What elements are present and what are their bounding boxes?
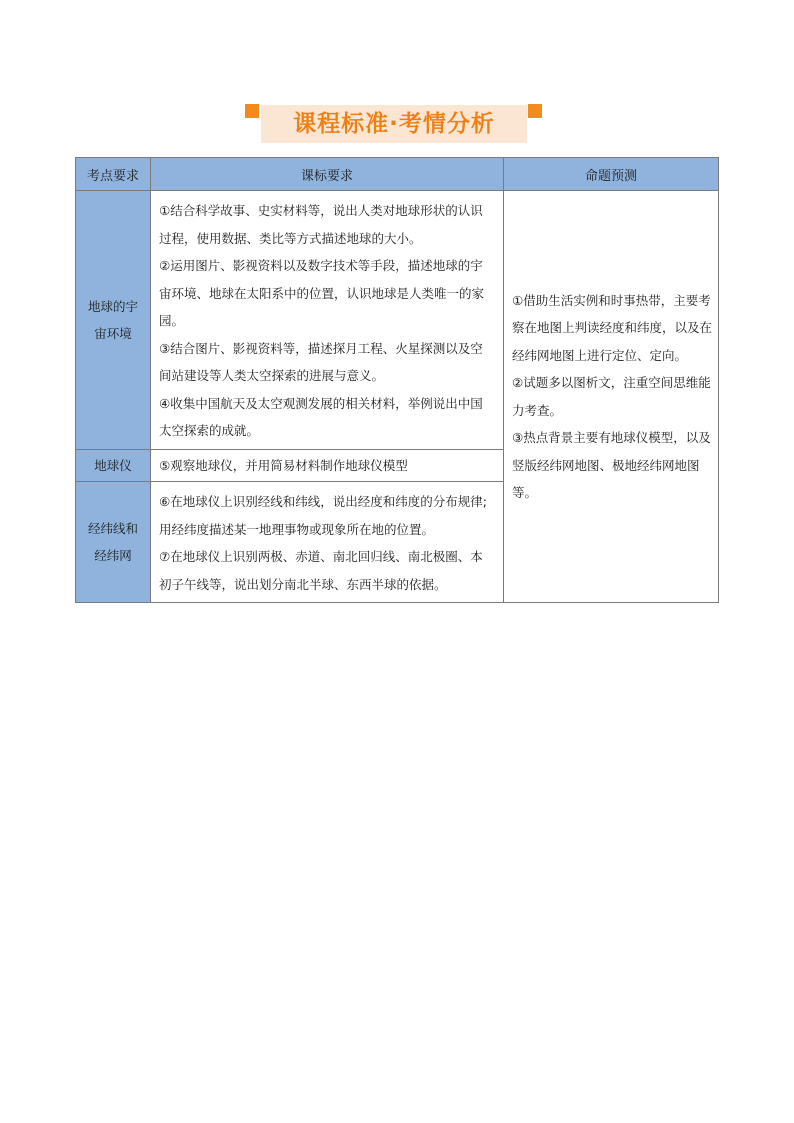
table-header-row [76,158,719,191]
header-standard: 课标要求 [151,158,504,191]
standard-cell [151,449,504,482]
standard-item: ⑤观察地球仪，并用简易材料制作地球仪模型 [159,457,408,473]
prediction-item: ①借助生活实例和时事热带，主要考察在地图上判读经度和纬度，以及在经纬网地图上进行定位、定向。 [512,292,713,363]
prediction-item: ②试题多以图析文，注重空间思维能力考查。 [512,375,711,418]
curriculum-table [75,157,719,603]
banner-square-right [528,104,542,118]
banner-square-left [245,104,259,118]
standard-item: ③结合图片、影视资料等，描述探月工程、火星探测以及空间站建设等人类太空探索的进展与意义。 [159,340,483,383]
standard-item: ⑦在地球仪上识别两极、赤道、南北回归线、南北极圈、本初子午线等，说出划分南北半球、东西半球的依据。 [159,549,483,592]
banner-title: 课程标准·考情分析 [293,111,495,137]
standard-cell [151,191,504,450]
prediction-cell [504,191,719,603]
standard-cell [151,482,504,603]
standard-item: ④收集中国航天及太空观测发展的相关材料，举例说出中国太空探索的成就。 [159,395,483,438]
section-banner [241,102,546,144]
standard-item: ②运用图片、影视资料以及数字技术等手段，描述地球的宇宙环境、地球在太阳系中的位置，认识地球是人类唯一的家园。 [159,258,485,328]
topic-cell: 地球的宇宙环境 [76,191,151,450]
prediction-item: ③热点背景主要有地球仪模型，以及竖版经纬网地图、极地经纬网地图等。 [512,430,711,500]
header-topic: 考点要求 [76,158,151,191]
table-row [76,191,719,450]
header-prediction: 命题预测 [504,158,719,191]
standard-item: ①结合科学故事、史实材料等，说出人类对地球形状的认识过程，使用数据、类比等方式描述地球的大小。 [159,203,483,246]
standard-item: ⑥在地球仪上识别经线和纬线，说出经度和纬度的分布规律;用经纬度描述某一地理事物或现象所在地的位置。 [159,494,487,537]
topic-cell: 地球仪 [76,449,151,482]
topic-cell: 经纬线和经纬网 [76,482,151,603]
